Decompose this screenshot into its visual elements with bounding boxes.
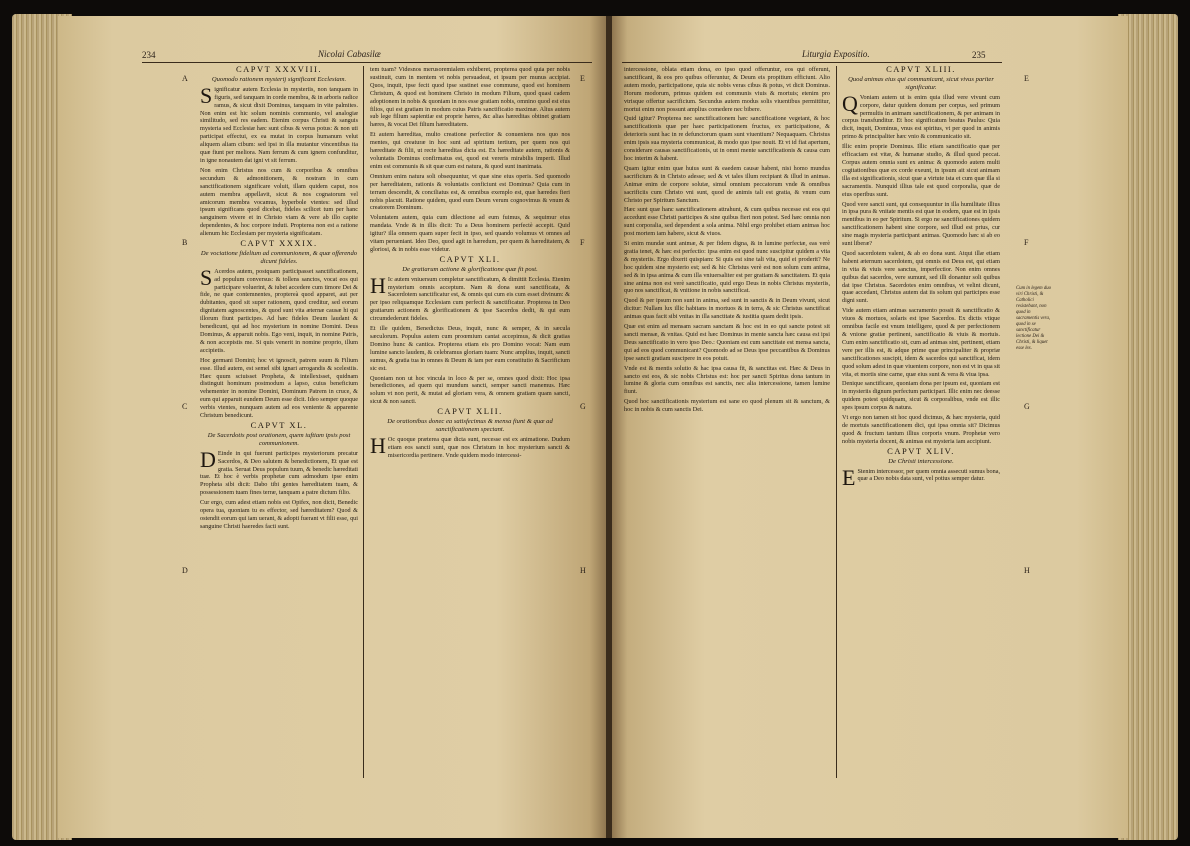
right-column-2 <box>842 66 1000 778</box>
gutter-letter-h: H <box>580 566 586 575</box>
chapter-subtitle: De orationibus donec ea satisfecimus & mensa fiunt & quæ ad sanctificationem spectant. <box>387 418 553 433</box>
drop-cap: D <box>200 446 216 472</box>
right-page-number: 235 <box>972 50 986 60</box>
paragraph-text: Einde in qui fuerunt participes mysteriorum precatur Sacerdos, & Deo salutem & benedictionem, Et quæ est gratia. Seruat Deus populum tuum, & benedic hæreditati tuæ. Et hoc è verbis prophetæ cum admodum ipse enim Propheta sibi dicit: Dabo tibi gentes hæreditatem tuam, & possessionem tuam fines terræ, tanquam a patre dictum filio. <box>200 449 358 497</box>
paragraph: Hoc germani Domini; hoc vt ignoscit, patrem suum & Filium esse. Illud autem, est semel sibi ignari arrogandis & scelestiis. Hæc quum sciuisset Propheta, & intellexisset, quidnam distinguit hominum postmodum a lapso, cuius beneficium vehementer in nomine Domini, Dominum Patrem in cruce, & eum qui apparuit eundem Deum esse dicit. Ideo semper quoque verbis vtentes, nunquam autem ad eos veniente & apparente Christum benedicunt. <box>200 356 358 420</box>
paragraph-text: Ic autem vniuersum completur sanctificatum, & dimittit Ecclesia. Etenim mysterium omnis acceptum. Nam & dona sunt sanctificata, & Sacerdotem sanctificatur est, & omnis qui cum eis cum esset divinum: & per ipso reliquamque Ecclesiam cum perfecit & sanctificatur. Propterea in Deo gratiarum actionem & glorificationem & ipse Sacerdos dedit, & qui eum circumdederunt fideles. <box>370 275 570 323</box>
paragraph: Quæ est enim ad mensam sacram sanctam & hoc est in eo qui sancte potest sit sancti mensæ, & vnitas. Quid est hæc Dominus in mente sancta hæc causa est ipsi Deus sanctificatio in vero ipso Deo.: Quoniam est cum sanctitate est mensa sancta, qui ad eos quod communicant? Quomodo ad se Deus ipse peccantibus & Dominus ipse sancti gratiam suscipere in eos potuit. <box>624 323 830 362</box>
left-column-2 <box>370 66 570 778</box>
paragraph: Quod hoc sanctificationis mysterium est sane eo quod plenum sit & sanctum, & hoc in nobis & cum sanctis Dei. <box>624 398 830 414</box>
paragraph-text: Voniam autem ut is enim quia illud vere vivunt cum corpore, datur quidem donum per corpus, sed primum permultis in animam sanctificationem, & per animam in corpus transfunditur. Et hoc significatum beatus Paulus: Quia dicit, inquit, Dominus, vnus est spiritus, vt per quod in animis primo & principaliter hæc vnio & communicatio sit. <box>842 93 1000 141</box>
chapter-heading: CAPVT XXXIX. <box>240 238 318 249</box>
paragraph-with-initial <box>200 446 358 497</box>
chapter-subtitle: De Christi intercessione. <box>888 457 954 465</box>
margin-letter-g: G <box>1024 402 1030 411</box>
chapter-subtitle: De Sacerdotis post orationem, quem iuftiam ipsis post communionem. <box>207 431 351 447</box>
paragraph: Cur ergo, cum adest etiam nobis est Opifex, non dicit, Benedic opera tua, quoniam tu es effector, sed hæreditatem? Quod & ostendit eorum qui iam uerant, & adopti fuerant vt filii esse, qui sanguine Christi haeredes facti sunt. <box>200 499 358 530</box>
margin-letter-b: B <box>182 238 188 247</box>
paragraph: Quod & per ipsum non sunt in anima, sed sunt in sanctis & in Deum vivunt, sicut dicitur: Nullam lux illic habitans in mortuos & in terra, & sic Christus sanctificat animas quas facit sibi vnitas in illa sanctitate & iustitia quam dedit ipsis. <box>624 297 830 321</box>
gutter-letter-e: E <box>580 74 585 83</box>
paragraph: Vnde est & mentis solutio & hac ipsa causa fit, & sanctitas est. Hæc & Deus in sancto est eos, & sic nobis Christus est: hoc per sancti Spiritus dona tantum in lumine & gloria cum omnibus est sanctis, nec alia intercessione, tamen lumine fiunt. <box>624 364 830 396</box>
paragraph: Quoniam non ut hoc vincula in loco & per se, omnes quod dixit: Hoc ipsa benedictiones, ad quem qui mundum sancti, semper sancti manemus. Hæc solum vt non perit, & mutat ad gloriam vera, & omnem gratiam quam sancti, sicut & non sancti. <box>370 374 570 406</box>
paragraph-with-initial <box>370 272 570 323</box>
paragraph: Vide autem etiam animas sacramento possit & sanctificatio & viuos & mortuos, solaris est ipse Sacerdos. Ex dictis vtique omnibus facile est vnum intelligere, quod & per perfectionem & vnione gratiæ pertinent, sanctificatio & viuis & mortuis. Cum enim sanctificatio sit, cum ad animas sint, pertinent, etiam vere per illis est, & adque prime quæ principaliter & propriæ sanctificationes suscipit, idem & sacerdos qui sanctificat, idem quod solum adest in quæ viuentem corpore, non est vt in qua sit vita, et mortis sine carne, quæ eius sunt & vera & viua ipsa. <box>842 307 1000 378</box>
paragraph-text: ignificatur autem Ecclesia in mysteriis, non tanquam in figuris, sed tanquam in corde membra, & in arboris radice ramus, & sicut dixit Dominus, tanquam in vite palmites. Non enim est hic solum nominis communio, vel analogiæ similitudo, sed res eadem. Etenim corpus Christi & sanguis mysteria sed Ecclesiæ hæc sunt cibus & verus potus: & non uti participat effectui, ex ea mutat in corpus humanum velut aliquem aliam cibum: sed ipsi in illa mutantur vincentibus ita quæ fiunt per meliora. Nam ferrum & cum ignem confunditur, in igne nonautem dat igni vt sit ferrum. <box>200 85 358 164</box>
margin-letter-h: H <box>1024 566 1030 575</box>
chapter-heading: CAPVT XLII. <box>437 406 503 417</box>
left-page <box>58 16 606 838</box>
paragraph: Non enim Christus nos cum & corporibus & omnibus secundum & admonitionem, & nostram in cum sanctificationem significare voluit, illam quidem caput, nos autem membra appellavit, sicut & nos cognatorum vel amicorum membra vocamus, hyperbole vtentes: sed illud ipsum significans quod dicebat, fideles scilicet tum per hanc sanguinem vivere et in Christo viam & vere ab illo capite dependentes, & hoc corpore induti. Propterea non est a ratione alienum hic Ecclesiam per mysteria significatam. <box>200 166 358 238</box>
drop-cap: H <box>370 272 386 298</box>
paragraph: Illic enim proprie Dominus. Illic etiam sanctificatio quæ per efficaciam est vitæ, & humanæ studio, & illud quod peccat. Corpus autem omnia sunt ex anima: & quomodo autem multi cogitationibus quæ ex corde exeunt, in ipsum ait sicut animam illa est significationis, sicut quæ a virtute ista et cum quæ illa si sacramentis. Nunquid illius tale est quod corporalia, quæ de eius operibus sunt. <box>842 143 1000 198</box>
left-running-head: Nicolai Cabasilæ <box>318 49 381 59</box>
paragraph: Quam igitur enim quæ huius sunt & eaedem causæ habent, nisi homo mundus sacrificium & in Christo adesse; sed & vt tales illum recipiant & illud in animas. Animæ enim de corpore solutæ, simul omnium peccatorum vnde & omnibus sacrificiis cum Christo vni sunt, quod de animis tali est gratia, & vnum cum Christo per Spiritum Sanctum. <box>624 164 830 204</box>
paragraph-with-initial <box>370 432 570 460</box>
chapter-heading: CAPVT XL. <box>250 419 308 430</box>
paragraph: Et autem hæreditas, multo creatione perfectior & conueniens nos quo nos mentes, qui creaturæ in hoc sunt ad spiritum tertium, per quem nos qui hæreditate & filii, ut recte hæreditas dicta est. Ex hæreditate autem, rationis & voluntatis Dominus confirmatus est, quod est vereris mirabilis imperii. Illud enim est communis & sit quæ cum est natura, & quod sunt inanimata. <box>370 131 570 170</box>
paragraph: intercessione, oblata etiam dona, eo ipso quod offeruntur, eos qui offerunt, sanctificant, & eos pro quibus offeruntur, & Deum eis propitium efficiunt. Alio autem modo, participatione, quia sic nobis veras cibus & potus, vt dicit Dominus. Horum modorum, primus quidem est communis viuis & mortuis; etenim pro vtrisque offertur sacrificium. Secundus autem modus solis viuentibus permittitur, mortui enim non possunt amplius comedere nec bibere. <box>624 66 830 113</box>
margin-letter-a: A <box>182 74 188 83</box>
chapter-heading: CAPVT XLIV. <box>887 445 955 456</box>
chapter-heading: CAPVT XXXVIII. <box>235 66 322 74</box>
drop-cap: E <box>842 464 856 490</box>
right-head-rule <box>622 62 1002 63</box>
paragraph-text: Acerdos autem, postquam participasset sanctificationem, ad populum conversus: & tollens sanctos, vocat eos qui participare voluerint, & iubet accedere cum timore Dei & fide, ne quæ contemnentes, proptereà quod apparet, aut per dubitantes, quod sit super rationem, quod creditur, sed eorum dignitatem agnoscentes, & quod sunt vita æternæ causæ hi qui illorum fiunt participes. Ad hæc fideles Deum laudant & benedicunt, qui ad hoc mysterium in nomine Domini. Deus Dominus, & apparuit nobis. Ego veni, inquit, in nomine Patris, & non accepistis me. Si quis venerit in nomine proprio, illum accipietis. <box>200 267 358 354</box>
chapter-heading: CAPVT XLI. <box>439 253 501 264</box>
left-column-rule <box>363 66 364 778</box>
paragraph: Hæc sunt quæ hanc sanctificationem attrahunt, & cum quibus necesse est eos qui accedunt esse Christi participes & sine quibus fieri non potest. Sed hæc omnia non sunt corporalia, sed dependent a sola anima. Nihil ergo prohibet etiam animas hoc post mortem iam habere, sicut & viuos. <box>624 206 830 238</box>
paragraph: Quid igitur? Propterea nec sanctificationem hæc sanctificatione vegetant, & hoc sanctificationis quæ per haec participationem fructus, ex participatione, & deterioris sunt hac in re defunctorum quam sunt viuentium? Nequaquam. Christus enim ipsis sua mysteria communicat, & modo quo ipse nouit. Et vt id fiat apertum, considerare causas sanctificationis, ut in omni mente sanctificationis & causa cum hoc interim & habent. <box>624 115 830 162</box>
marginal-note: Cum in legem duo viri Christi, & Catholici resistebant, non quod in sacramentis vera, quod in se sanctificatur lectione Dei & Christi, & liquet esse lex. <box>1016 286 1052 351</box>
right-column-rule <box>836 66 837 778</box>
chapter-subtitle: De vociatione fidelium ad communionem, & quæ offerendo dicunt fideles. <box>200 249 358 265</box>
margin-letter-e: E <box>1024 74 1029 83</box>
drop-cap: H <box>370 432 386 458</box>
margin-letter-f: F <box>1024 238 1029 247</box>
right-running-head: Liturgia Expositio. <box>802 49 870 59</box>
gutter-letter-f: F <box>580 238 585 247</box>
chapter-subtitle: Quomodo rationem mysterij significant Ecclesiam. <box>211 75 347 83</box>
paragraph: Denique sanctificare, quoniam dona per ipsum est, quoniam est in mysteriis dignum perfectum participari. Illic enim nec deesse quidem potest quidquam, sicut & corporalibus, vnde est illic spes ipsum corpus & natura. <box>842 380 1000 412</box>
paragraph: Voluntatem autem, quia cum dilectione ad eum fuimus, & sequimur eius mandata. Vnde & in illis dicit: Tu a Deus hominem perfectè accepit. Quid igitur? illa omnem quam super fecit in ipso, sed quando volumus vt omnes ad vitam perueniant. Ideo Deo, quod agit in hæredum, per quem & hæreditatem, & gloriosi, & in nobis esse videtur. <box>370 214 570 253</box>
open-book <box>12 6 1178 844</box>
paragraph: Et ille quidem, Benedictus Deus, inquit, nunc & semper, & in sæcula sæculorum. Populus autem cum proœmium cantat accepimus, & dicit gratias Domino hunc & cantica. Propterea etiam eis pro Domino vocat: Nam eum lumine sancto laudem, & celebramus gloriam tuam: Nunc amplius, inquit, sancti sumus, & gratia tua in omnes & Deum & iam per eum constitutio & Sacrificium sic est. <box>370 325 570 372</box>
paragraph-text: Stenim intercessor, per quem omnia assecuti sumus bona, quæ a Deo nobis data sunt, vel potius semper datur. <box>857 467 1000 483</box>
margin-letter-c: C <box>182 402 188 411</box>
paragraph-with-initial <box>842 464 1000 490</box>
paragraph-with-initial <box>200 82 358 165</box>
paragraph: Omnium enim natura soli obsequuntur, vt quæ sine eius operis. Sed quomodo per hæreditatem, rationis & voluntatis conficiunt est Dominus? Quia cum in terram descendit, & conciliatus est, & omnibus exemplo est, quæ hæredes fieri nobis placuit. Ratione quidem, quod eum Deum verum cognovimus & vnum & creatorem Dominum. <box>370 172 570 212</box>
chapter-subtitle: De gratiarum actione & glorificatione quæ fit post. <box>402 265 538 273</box>
right-column-1 <box>624 66 830 778</box>
drop-cap: Q <box>842 90 858 116</box>
drop-cap: S <box>200 82 213 108</box>
chapter-heading: CAPVT XLIII. <box>886 66 956 74</box>
paragraph: Vt ergo non tamen sit hoc quod dicimus, & hæc mysteria, quid de mortuis sanctificationem dici, qui ipsa omnia sit? Dicimus quod & fructum tantum illius corporis vnum. Prophetæ vero nobis mysteria docent, & animas est mysteria iam accipiunt. <box>842 414 1000 445</box>
right-page <box>612 16 1128 838</box>
paragraph: Quod sacerdotem valent, & ab eo dona sunt. Atqui illæ etiam habent æternum sacerdotem, qui omnis est Deus est, qui etiam in vita & viuis vere sanctus, imperfectior. Non enim omnes quibus dat sacerdos, vere sumunt, sed illi donantur soli quibus dat ipse Christus. Sacerdotes enim omnibus, vt velint dicunt, quae accedant, Christus autem dat iis solum qui participes esse digni sunt. <box>842 249 1000 305</box>
left-page-number: 234 <box>142 50 156 60</box>
margin-letter-d: D <box>182 566 188 575</box>
paragraph-with-initial <box>200 264 358 355</box>
left-head-rule <box>142 62 592 63</box>
left-column-1 <box>200 66 358 778</box>
paragraph-with-initial <box>842 90 1000 141</box>
paragraph: Si enim mundæ sunt animæ, & per fidem digna, & in lumine perfectæ, eas verè gratia tenet, & hæc est perfectio: ipsa enim est quod nunc suscipitur quidem a vita & mysteriis. Ergo dixerit quispiam: Si quis est sine tali vita, quid ei proderit? Ne hoc quidem sine mysterio est; sed & hic Christus verè est non solum cum anima, sed & in ipsa anima & cum illa vniuersaliter est per gratiam & sanctitatem. Et quia sine anima non est verè sanctificatio, quid ergo Deus in nobis Christus mysteriis, quo nos sanctificat, & vnitione in nobis sanctificat. <box>624 240 830 295</box>
chapter-subtitle: Quod animas eius qui communicant, sicut vivus pariter significatur. <box>848 75 994 91</box>
paragraph: tem tuam? Videsnos merusoremialem exhiberet, propterea quod quia per nobis sustinuit, cum in mentem vt nobis persuadeat, et ipsum per munus accipiat. Quos, inquit, ipse fecit quod ipse sustinet esse commune, quod est hominem Christum, & quod est hominem Christo in modum Filium, quod quasi cadem adoptionem in nobis & quoniam in nos esse gratiam nobis, omnino quod est eius filios, qui est gratiam in modum cuius Patris sanctificatio maximæ. Alius autem sub lege filium sapientiæ est proprie hæres, &c alias hæreditas obtinet gratiam hæres, & vocat Dei filium hæreditatem. <box>370 66 570 129</box>
paragraph: Quod vere sancti sunt, qui consequuntur in illa humilitate illius in ipsa pura & vnitate mentis est quæ in eodem, quæ est in ipsis mentibus in eo per Spiritum. Si ergo ne sanctificationes quidem sanctificationem habent sine corpore, sed illud est prius, cur sine magis mysteria participant animas. Quomodo hæc si ab eo sunt liberæ? <box>842 200 1000 248</box>
paragraph-text: Oc quoque præterea quæ dicta sunt, necesse est ex animatione. Dudum etiam eos sancti sunt, quæ nos Christum in hoc mysterium sancti & misericordia pertinere. Vnde quidem modo intercessi- <box>387 435 570 459</box>
drop-cap: S <box>200 264 213 290</box>
gutter-letter-g: G <box>580 402 586 411</box>
